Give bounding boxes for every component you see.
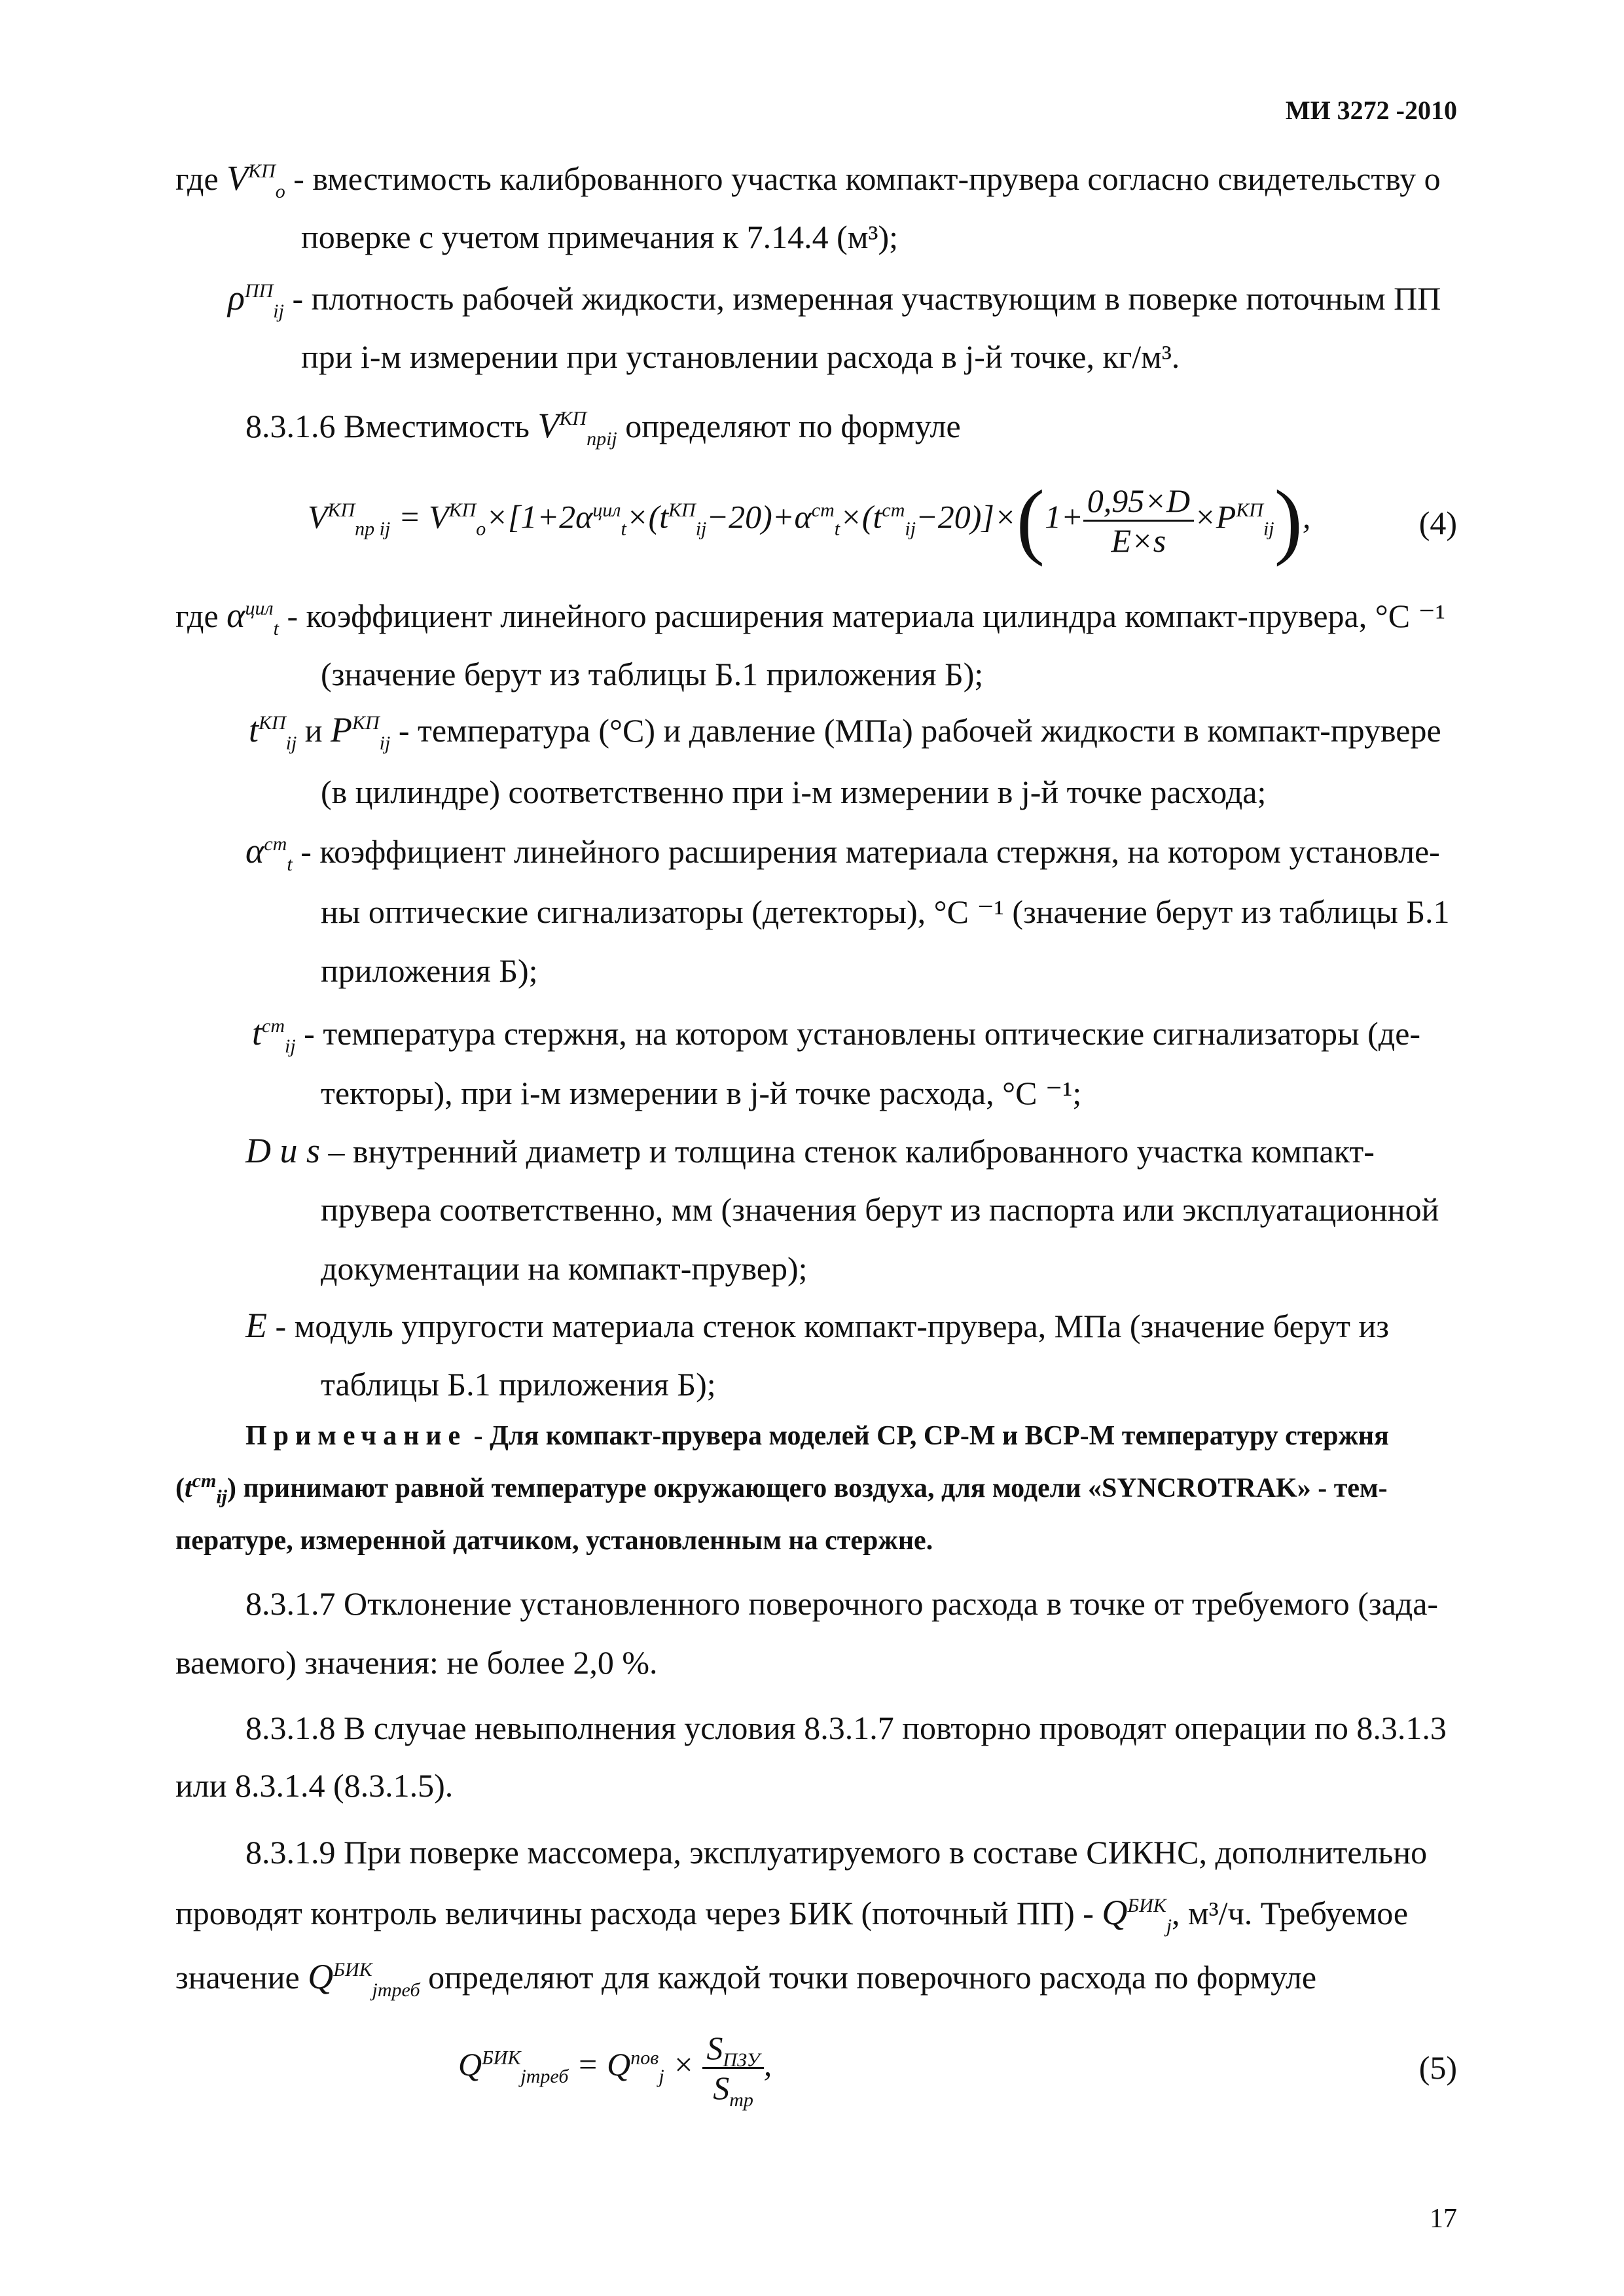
vo-symbol: $V^{КП}_o$	[226, 158, 285, 202]
alpha-st-cont-2: приложения Б);	[321, 952, 538, 989]
vpr-symbol: $V^{КП}_{прij}$	[537, 406, 617, 450]
q-bik-treb-symbol: $Q^{БИК}_{jтреб}$	[308, 1957, 420, 2001]
formula-4: $V^{КП}_{пр ij} = V^{КП}_o\times[1+2\alpha^{цил}_t\times(t^{КП}_{ij}-20)+\alpha^{ст}_t\times(t^{ст}_{ij}-20)]\times(1+$ $\frac{0,95\times D}{E\times s}$ $\times P^{КП}_{ij}$),	[308, 473, 1311, 567]
note-block: Примечание - Для компакт-прувера моделей СР, СР-М и ВСР-М температуру стержня	[245, 1421, 1389, 1451]
t-st-note-symbol: $t^{ст}_{ij}$	[185, 1470, 227, 1508]
formula-4-fraction: $\frac{0,95\times D}{E\times s}$	[1083, 482, 1194, 560]
t-st-block: $t^{ст}_{ij}$ - температура стержня, на котором установлены оптические сигнализаторы (де-	[252, 1013, 1421, 1057]
vo-description: - вместимость калиброванного участка компакт-прувера согласно свидетельству о	[293, 160, 1441, 197]
formula-5-fraction: $\frac{S_{ПЗУ}}{S_{mp}}$	[702, 2029, 763, 2107]
paragraph-8318: 8.3.1.8 В случае невыполнения условия 8.3.1.7 повторно проводят операции по 8.3.1.3	[245, 1710, 1447, 1746]
formula-5: $Q^{БИК}_{jтреб} = Q^{пов}_j$ × $\frac{S_{ПЗУ}}{S_{mp}}$ ,	[458, 2030, 772, 2111]
vo-description-cont: поверке с учетом примечания к 7.14.4 (м³);	[301, 219, 898, 255]
rho-block	[228, 278, 1441, 322]
paragraph-8319: 8.3.1.9 При поверке массомера, эксплуатируемого в составе СИКНС, дополнительно	[245, 1834, 1428, 1871]
e-symbol: E	[245, 1306, 267, 1345]
t-kp-symbol: $t^{КП}_{ij}$	[249, 710, 297, 754]
rho-description-cont: при i-м измерении при установлении расхода в j-й точке, кг/м³.	[301, 338, 1180, 375]
t-p-block: $t^{КП}_{ij}$ и $P^{КП}_{ij}$ - температура (°С) и давление (МПа) рабочей жидкости в компакт-прувере	[249, 710, 1441, 754]
note-cont-1: $(t^{ст}_{ij})$ принимают равной температуре окружающего воздуха, для модели «SYNCROTRAK» - тем-	[175, 1470, 1388, 1508]
paragraph-8319-cont-2: значение $Q^{БИК}_{jтреб}$ определяют для каждой точки поверочного расхода по формуле	[175, 1957, 1317, 2001]
alpha-cyl-cont: (значение берут из таблицы Б.1 приложения Б);	[321, 656, 984, 692]
p-kp-symbol: $P^{КП}_{ij}$	[331, 710, 391, 754]
alpha-st-symbol: $\alpha^{ст}_t$	[245, 831, 293, 875]
formula-5-number: (5)	[1418, 2049, 1457, 2086]
t-st-cont: текторы), при i-м измерении в j-й точке расхода, °С ⁻¹;	[321, 1075, 1082, 1111]
note-label: Примечание	[245, 1421, 467, 1451]
paragraph-8319-cont-1: проводят контроль величины расхода через БИК (поточный $ПП) - Q^{БИК}_j$, м³/ч. Требуемое	[175, 1893, 1409, 1937]
document-code: МИ 3272 -2010	[1285, 96, 1457, 125]
where-label: где	[175, 160, 219, 197]
alpha-st-cont-1: ны оптические сигнализаторы (детекторы), °С ⁻¹ (значение берут из таблицы Б.1	[321, 893, 1450, 930]
alpha-st-block: $\alpha^{ст}_t$ - коэффициент линейного расширения материала стержня, на котором установле-	[245, 831, 1440, 875]
t-st-symbol: $t^{ст}_{ij}$	[252, 1013, 296, 1057]
e-cont: таблицы Б.1 приложения Б);	[321, 1366, 716, 1403]
paragraph-8316: 8.3.1.6 Вместимость $V^{КП}_{прij}$ определяют по формуле	[245, 406, 961, 450]
t-p-cont: (в цилиндре) соответственно при i-м измерении в j-й точке расхода;	[321, 774, 1267, 810]
d-s-cont-2: документации на компакт-прувер);	[321, 1250, 808, 1287]
d-s-block: D и s – внутренний диаметр и толщина стенок калиброванного участка компакт-	[245, 1131, 1375, 1170]
rho-description: - плотность рабочей жидкости, измеренная участвующим в поверке поточным ПП	[292, 280, 1441, 317]
alpha-cyl-symbol: $\alpha^{цил}_t$	[226, 596, 279, 639]
formula-4-number: (4)	[1418, 505, 1457, 541]
paragraph-8317: 8.3.1.7 Отклонение установленного поверочного расхода в точке от требуемого (зада-	[245, 1585, 1439, 1622]
paragraph-8318-cont: или 8.3.1.4 (8.3.1.5).	[175, 1767, 454, 1804]
alpha-cyl-block: где $\alpha^{цил}_t$ - коэффициент линейного расширения материала цилиндра компакт-прувера, °С ⁻¹	[175, 596, 1445, 639]
q-bik-symbol: $Q^{БИК}_j$	[1102, 1893, 1172, 1937]
d-s-cont-1: прувера соответственно, мм (значения берут из паспорта или эксплуатационной	[321, 1191, 1439, 1228]
d-s-symbol: D и s	[245, 1131, 321, 1170]
e-block: E - модуль упругости материала стенок компакт-прувера, МПа (значение берут из	[245, 1306, 1389, 1345]
paragraph-8317-cont: ваемого) значения: не более 2,0 %.	[175, 1644, 658, 1681]
where-vo-block	[175, 158, 1441, 202]
note-cont-2: пературе, измеренной датчиком, установленным на стержне.	[175, 1526, 933, 1556]
rho-symbol: $\rho^{ПП}_{ij}$	[228, 278, 284, 322]
page-number: 17	[1430, 2204, 1457, 2234]
